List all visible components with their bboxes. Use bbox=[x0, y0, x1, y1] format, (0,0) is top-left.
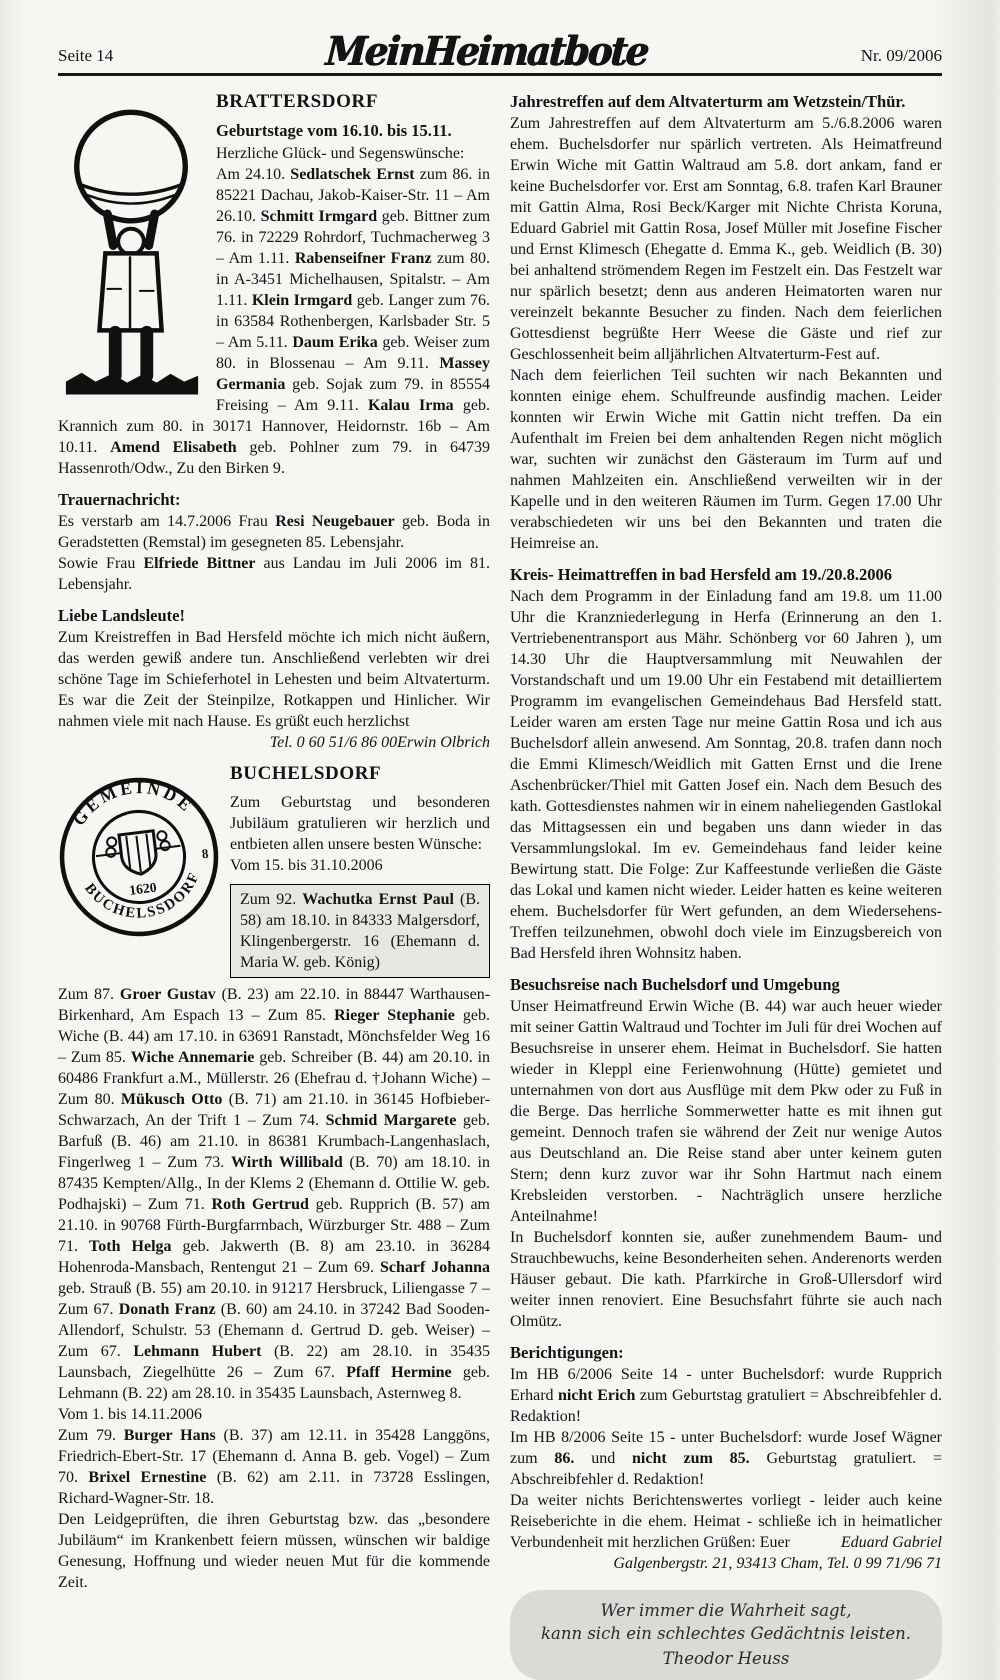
article-paragraph: Nach dem feierlichen Teil suchten wir nach Bekannten und konnten einige ehem. Schulfreunde ausfindig machen. Leider konnten wir Erwin Wiche mit Gattin nicht treffen. Da ein Aufenthalt im Freien bei dem anhaltenden Regen nicht möglich war, suchten wir zunächst den Gästeraum im Turm auf und nahmen Mahlzeiten ein. Anschließend verweilten wir in der Kapelle und in den weiteren Räumen im Turm. Gegen 17.00 Uhr verabschiedeten wir uns bei den Bekannten und traten die Heimreise an. bbox=[510, 367, 942, 552]
obituary-heading: Trauernachricht: bbox=[58, 490, 181, 509]
article-heading-besuchsreise: Besuchsreise nach Buchelsdorf und Umgebung bbox=[510, 975, 840, 994]
page-number: Seite 14 bbox=[58, 46, 114, 65]
quote-author: Theodor Heuss bbox=[662, 1649, 790, 1668]
quote-box bbox=[510, 1590, 942, 1680]
seal-year: 1620 bbox=[128, 879, 158, 898]
masthead-logo: MeinHeimatbote bbox=[324, 27, 650, 75]
jubilee-highlight-box bbox=[230, 884, 490, 978]
closing-paragraph bbox=[510, 1490, 942, 1553]
obituary-paragraph: Sowie Frau Elfriede Bittner aus Landau im Juli 2006 im 81. Lebensjahr. bbox=[58, 555, 491, 593]
address-line: Galgenbergstr. 21, 93413 Cham, Tel. 0 99 71/96 71 bbox=[613, 1555, 942, 1572]
issue-number: Nr. 09/2006 bbox=[860, 46, 942, 65]
obituary-paragraph: Es verstarb am 14.7.2006 Frau Resi Neugebauer geb. Boda in Geradstetten (Remstal) im gesegneten 85. Lebensjahr. bbox=[58, 513, 491, 551]
quote-line: kann sich ein schlechtes Gedächtnis leisten. bbox=[541, 1624, 911, 1643]
seal-ornament-8: 8 bbox=[200, 845, 210, 862]
section-title: BUCHELSDORF bbox=[230, 763, 382, 784]
landsleute-heading: Liebe Landsleute! bbox=[58, 606, 185, 625]
section-buchelsdorf bbox=[58, 763, 490, 984]
phone-line: Tel. 0 60 51/6 86 00 bbox=[269, 734, 398, 751]
statue-base bbox=[66, 373, 198, 395]
section-brattersdorf bbox=[58, 91, 490, 479]
svg-text:GEMEINDE bbox=[65, 771, 199, 831]
birthday-range: Vom 15. bis 31.10.2006 bbox=[230, 857, 383, 874]
page-header bbox=[58, 27, 942, 76]
get-well-wishes: Den Leidgeprüften, die ihren Geburtstag bzw. das „besondere Jubiläum“ im Krankenbett feiern müssen, wünschen wir baldige Genesung, Hoffnung und wieder neuen Mut für die kommende Zeit. bbox=[58, 1511, 490, 1591]
signature-erwin-olbrich: Erwin Olbrich bbox=[397, 734, 490, 751]
jubilee-entry: Zum 92. Wachutka Ernst Paul (B. 58) am 18.10. in 84333 Malgersdorf, Klingenbergerstr. 16 (Ehemann d. Maria W. geb. König) bbox=[240, 891, 481, 971]
birthday-list: Am 24.10. Sedlatschek Ernst zum 86. in 85221 Dachau, Jakob-Kaiser-Str. 11 – Am 26.10. Schmitt Irmgard geb. Bittner zum 76. in 72229 Rohrdorf, Tuchmacherweg 3 – Am 1.11. Rabenseifner Franz zum 80. in A-3451 Michelhausen, Spitalstr. – Am 1.11. Klein Irmgard geb. Langer zum 76. in 63584 Rothenbergen, Karlsbader Str. 5 – Am 5.11. Daum Erika geb. Weiser zum 80. in Blossenau – Am 9.11. Massey Germania geb. Sojak zum 79. in 85554 Freising – Am 9.11. Kalau Irma geb. Krannich zum 80. in 30171 Hannover, Heidornstr. 16b – Am 10.11. Amend Elisabeth geb. Pohlner zum 79. in 64739 Hassenroth/Odw., Zu den Birken 9. bbox=[58, 166, 491, 477]
birthday-intro: Herzliche Glück- und Segenswünsche: bbox=[216, 145, 465, 162]
closing-text: Da weiter nichts Berichtenswertes vorliegt - leider auch keine Reiseberichte in die ehem. Heimat - schließe ich in heimatlicher Verbundenheit mit herzlichen Grüßen: Euer bbox=[510, 1492, 942, 1551]
quote-line: Wer immer die Wahrheit sagt, bbox=[600, 1601, 852, 1620]
birthday-list: Zum 87. Groer Gustav (B. 23) am 22.10. in 88447 Warthausen-Birkenhard, Am Espach 13 – Zum 85. Rieger Stephanie geb. Wiche (B. 44) am 17.10. in 63691 Ranstadt, Mönchsfelder Weg 16 – Zum 85. Wiche Annemarie geb. Schreiber (B. 44) am 20.10. in 60486 Frankfurt a.M., Müllerstr. 26 (Ehefrau d. †Johann Wiche) – Zum 80. Mükusch Otto (B. 71) am 21.10. in 36145 Hofbieber-Schwarzach, An der Trift 1 – Zum 74. Schmid Margarete geb. Barfuß (B. 46) am 21.10. in 86381 Krumbach-Langenhaslach, Fingerlweg 1 – Zum 73. Wirth Willibald (B. 70) am 18.10. in 87435 Kempten/Allg., In der Klems 2 (Ehemann d. Ottilie W. geb. Podhajski) – Zum 71. Roth Gertrud geb. Rupprich (B. 57) am 21.10. in 90768 Fürth-Burgfarrnbach, Würzburger Str. 488 – Zum 71. Toth Helga geb. Jakwerth (B. 8) am 23.10. in 36284 Hohenroda-Mansbach, Rentengut 21 – Zum 69. Scharf Johanna geb. Strauß (B. 55) am 20.10. in 91217 Hersbruck, Liliengasse 7 – Zum 67. Donath Franz (B. 60) am 24.10. in 37242 Bad Sooden-Allendorf, Schulstr. 53 (Ehemann d. Gertrud D. geb. Weiser) – Zum 67. Lehmann Hubert (B. 22) am 28.10. in 35435 Launsbach, Ziegelhütte 26 – Zum 67. Pfaff Hermine geb. Lehmann (B. 22) am 28.10. in 35435 Launsbach, Asternweg 8. bbox=[58, 986, 491, 1402]
article-paragraph: In Buchelsdorf konnten sie, außer zunehmendem Baum- und Strauchbewuchs, keine Besonderheiten sehen. Anderenorts werden Häuser gebaut. Die kath. Pfarrkirche in Groß-Ullersdorf wird weiter innen renoviert. Eine Besuchsfahrt führte sie auch nach Olmütz. bbox=[510, 1229, 942, 1330]
section-title: BRATTERSDORF bbox=[216, 91, 379, 112]
article-heading-jahrestreffen: Jahrestreffen auf dem Altvaterturm am Wetzstein/Thür. bbox=[510, 92, 906, 111]
article-paragraph: Nach dem Programm in der Einladung fand am 19.8. um 11.00 Uhr die Kranzniederlegung in Herfa (Erinnerung an den 1. Vertriebenentransport aus Mähr. Schönberg vor 60 Jahren ), um 14.30 Uhr die Hauptversammlung mit Neuwahlen der Vorstandschaft und um 19.00 Uhr ein Festabend mit detailliertem Programm im evangelischen Gemeindehaus Bad Hersfeld statt. Leider waren am ersten Tage nur meine Gattin Rosa und ich aus Buchelsdorf allein anwesend. Am Sonntag, 20.8. trafen dann noch die Emmi Klimesch/Weidlich mit Gatten Ernst und die Irene Aschenbrücker/Thiel mit Gatten Josef ein. Nach dem Besuch des kath. Gottesdienstes nahmen wir in einem naheliegenden Gastlokal das Mittagsessen ein und begaben uns dann wieder in das Versammlungslokal. Im ev. Gemeindehaus fand leider keine Bewirtung statt. Die Folge: Zur Kaffeestunde verließen die Gäste das Lokal und kamen nicht wieder. Leider hatten es keine weiteren ehem. Buchelsdorfer für Wert gefunden, an dem Wiedersehens-Treffen teilzunehmen, obwohl doch viele im Einzugsbereich von Bad Hersfeld ihren Wohnsitz haben. bbox=[510, 588, 942, 962]
right-column bbox=[510, 89, 942, 1680]
correction-paragraph: Im HB 6/2006 Seite 14 - unter Buchelsdorf: wurde Rupprich Erhard nicht Erich zum Geburtstag gratuliert = Abschreibfehler d. Redaktion! bbox=[510, 1366, 943, 1425]
congratulation-intro: Zum Geburtstag und besonderen Jubiläum gratulieren wir herzlich und entbieten allen unsere besten Wünsche: bbox=[230, 794, 490, 853]
seal-text-bottom: BUCHELSSDORF bbox=[81, 869, 204, 922]
article-paragraph: Unser Heimatfreund Erwin Wiche (B. 44) war auch heuer wieder mit seiner Gattin Waltraud und Tochter im Juli für drei Wochen auf Besuchsreise in unserer ehem. Heimat in Buchelsdorf. Sie hatten wieder in Kleppl eine Ferienwohnung (Hütte) gemietet und unternahmen von dort aus Ausflüge mit dem Pkw oder zu Fuß in die Berge. Das herrliche Sommerwetter hatte es mit ihnen gut gemeint. Dennoch trafen sie während der Zeit nur wenige Autos aus Deutschland an. Die Reise stand aber unter keinem guten Stern; denn kurz zuvor war ihr Sohn Hartmut nach einem Krebsleiden verstorben. - Nachträglich unsere herzliche Anteilnahme! bbox=[510, 998, 942, 1225]
birthday-list: Zum 79. Burger Hans (B. 37) am 12.11. in 35428 Langgöns, Friedrich-Ebert-Str. 17 (Ehemann d. Anna B. geb. Vogel) – Zum 70. Brixel Ernestine (B. 62) am 2.11. in 73728 Esslingen, Richard-Wagner-Str. 18. bbox=[58, 1427, 491, 1507]
landsleute-text: Zum Kreistreffen in Bad Hersfeld möchte ich mich nicht äußern, das werden gewiß andere tun. Anschließend verlebten wir drei schöne Tage im Schieferhotel in Lehesten und beim Altvaterturm. Es war die Zeit der Steinpilze, Rotkappen und Hinlicher. Wir nahmen viele mit nach Hause. Es grüßt euch herzlichst bbox=[58, 629, 490, 730]
signature-eduard-gabriel: Eduard Gabriel bbox=[840, 1534, 942, 1551]
correction-paragraph: Im HB 8/2006 Seite 15 - unter Buchelsdorf: wurde Josef Wägner zum 86. und nicht zum 85. Geburtstag gratuliert. = Abschreibfehler d. Redaktion! bbox=[510, 1429, 943, 1488]
article-paragraph: Zum Jahrestreffen auf dem Altvaterturm am 5./6.8.2006 waren ehem. Buchelsdorfer nur spärlich vertreten. Als Heimatfreund Erwin Wiche mit Gattin Waltraud am 5.8. dort ankam, fand er keine Buchelsdorfer vor. Erst am Sonntag, 6.8. trafen Karl Brauner mit Gattin Alma, Rosi Beck/Karger mit Nichte Christa Koruna, Eduard Gabriel mit Gattin Rosa, Josef Müller mit Josefine Fischer und Ernst Klimesch (Ehegatte d. Emma K., geb. Weidlich (B. 30) bei anhaltend strömendem Regen im Festzelt ein. Das Festzelt war nur spärlich besetzt; denn aus anderen Heimatorten waren nur vereinzelt bekannte Besucher zu finden. Nach dem feierlichen Gottesdienst begrüßte Herr Weese die Gäste und rief zur Geschlossenheit beim alljährlichen Altvaterturm-Fest auf. bbox=[510, 115, 942, 363]
buchelsdorf-municipal-seal bbox=[48, 760, 230, 954]
left-column bbox=[58, 89, 490, 1680]
corrections-heading: Berichtigungen: bbox=[510, 1343, 624, 1362]
birthday-range-heading: Geburtstage vom 16.10. bis 15.11. bbox=[216, 121, 452, 140]
seal-text-top: GEMEINDE bbox=[69, 778, 198, 830]
article-heading-kreistreffen: Kreis- Heimattreffen in bad Hersfeld am 19./20.8.2006 bbox=[510, 565, 893, 584]
atlas-statue-illustration bbox=[58, 95, 206, 397]
birthday-range: Vom 1. bis 14.11.2006 bbox=[58, 1406, 203, 1423]
